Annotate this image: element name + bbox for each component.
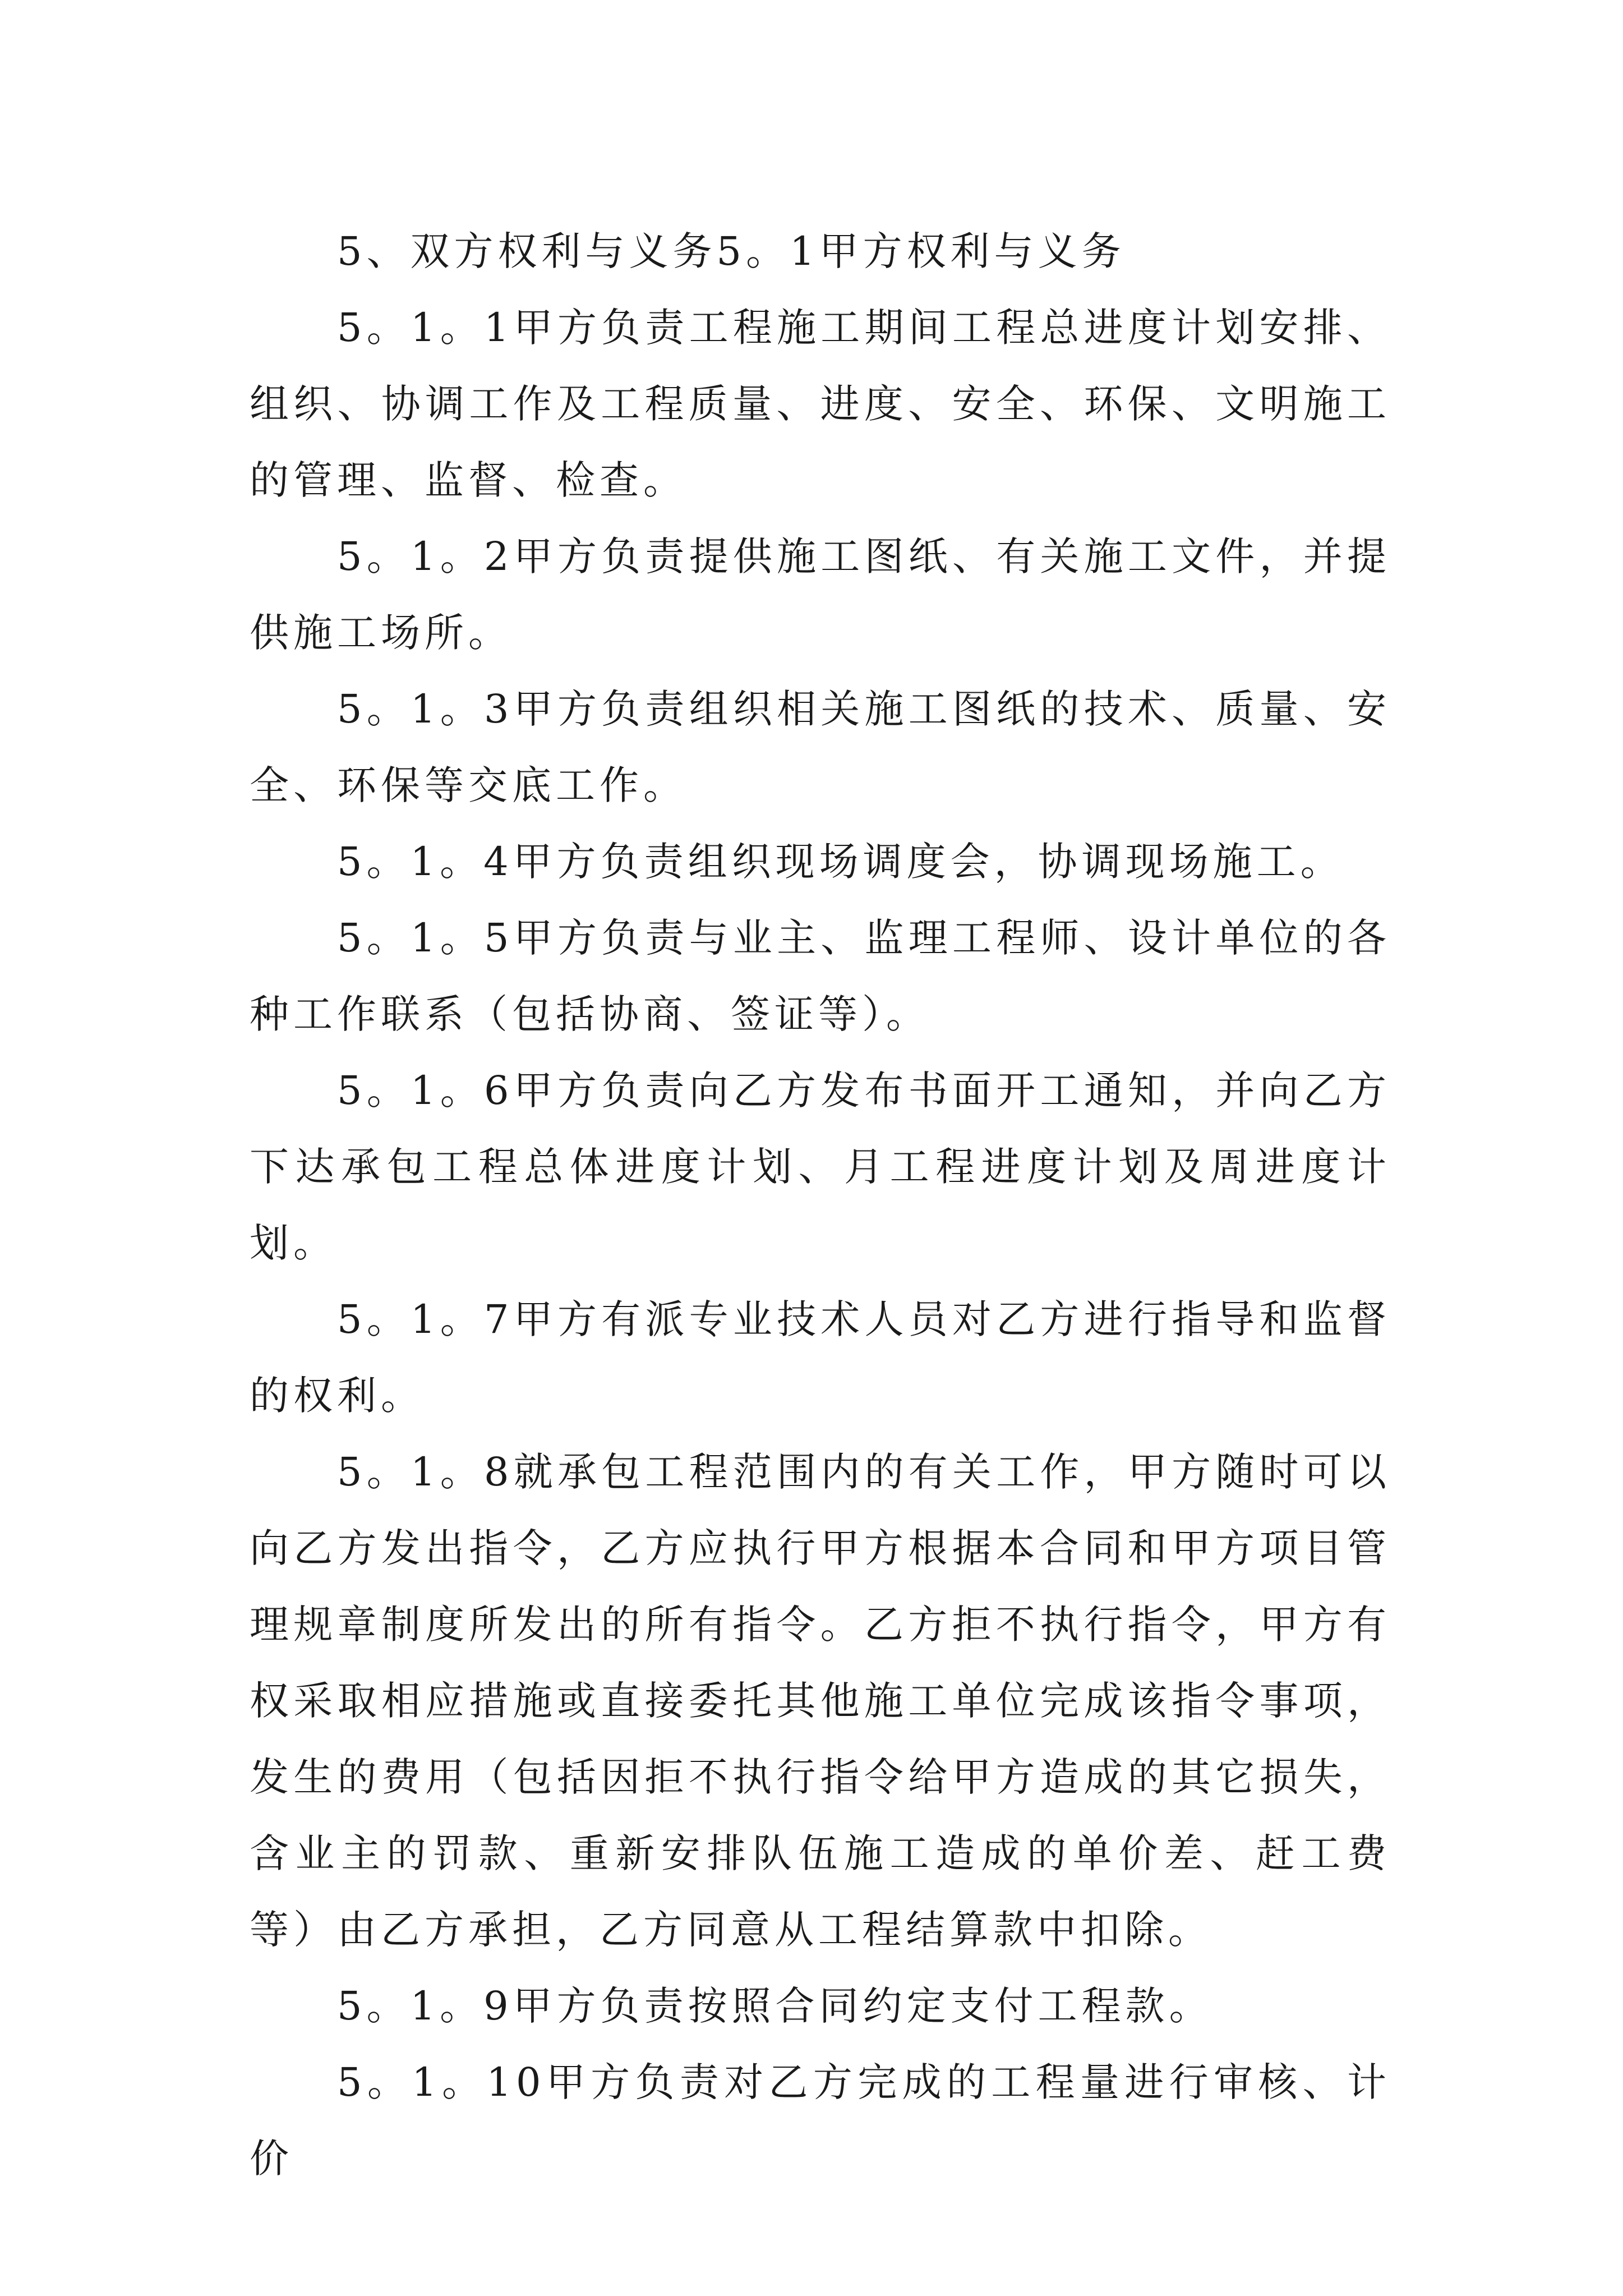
- clause-paragraph: 5。1。3甲方负责组织相关施工图纸的技术、质量、安全、环保等交底工作。: [250, 686, 1391, 808]
- clause-paragraph: 5。1。9甲方负责按照合同约定支付工程款。: [337, 1983, 1213, 2029]
- clause-paragraph: 5。1。5甲方负责与业主、监理工程师、设计单位的各种工作联系（包括协商、签证等）。: [250, 915, 1391, 1037]
- clause-paragraph: 5。1。7甲方有派专业技术人员对乙方进行指导和监督的权利。: [250, 1296, 1391, 1419]
- clause-paragraph: 5。1。2甲方负责提供施工图纸、有关施工文件，并提供施工场所。: [250, 533, 1391, 656]
- clause-paragraph: 5。1。1甲方负责工程施工期间工程总进度计划安排、组织、协调工作及工程质量、进度、安全、环保、文明施工的管理、监督、检查。: [250, 305, 1391, 503]
- document-body: [250, 213, 1391, 2197]
- clause-paragraph: 5。1。10甲方负责对乙方完成的工程量进行审核、计价: [250, 2059, 1391, 2182]
- clause-paragraph: 5。1。8就承包工程范围内的有关工作，甲方随时可以向乙方发出指令，乙方应执行甲方根据本合同和甲方项目管理规章制度所发出的所有指令。乙方拒不执行指令，甲方有权采取相应措施或直接委托其他施工单位完成该指令事项，发生的费用（包括因拒不执行指令给甲方造成的其它损失，含业主的罚款、重新安排队伍施工造成的单价差、赶工费等）由乙方承担，乙方同意从工程结算款中扣除。: [250, 1449, 1391, 1953]
- clause-paragraph: 5。1。4甲方负责组织现场调度会，协调现场施工。: [337, 839, 1344, 885]
- clause-paragraph: 5。1。6甲方负责向乙方发布书面开工通知，并向乙方下达承包工程总体进度计划、月工程进度计划及周进度计划。: [250, 1068, 1391, 1266]
- section-heading: 5、双方权利与义务5。1甲方权利与义务: [337, 228, 1126, 274]
